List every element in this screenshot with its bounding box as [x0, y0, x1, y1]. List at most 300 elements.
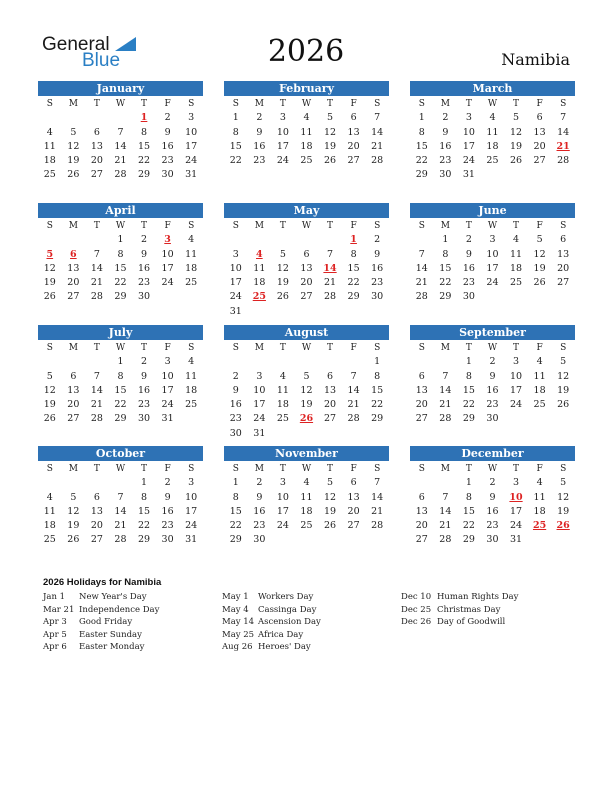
- day-cell: 24: [462, 155, 475, 167]
- empty-day-cell: [248, 355, 272, 369]
- day-cell: 7: [327, 248, 334, 260]
- weekday-label: T: [465, 221, 472, 231]
- day-cell: 24: [185, 520, 198, 532]
- month-header: March: [410, 81, 575, 96]
- day-cell: 27: [533, 155, 546, 167]
- day-cell: 1: [117, 234, 124, 246]
- holiday-row: [222, 629, 321, 642]
- day-cell: 21: [371, 140, 384, 152]
- day-cell: 22: [229, 155, 242, 167]
- holiday-date: Dec 26: [401, 617, 432, 627]
- day-cell: 30: [161, 169, 174, 181]
- day-cell: 17: [276, 140, 289, 152]
- weekday-label: M: [440, 464, 450, 474]
- weekday-label: T: [327, 99, 334, 109]
- day-cell: 29: [114, 291, 127, 303]
- day-cell: 28: [371, 520, 384, 532]
- month-april: [38, 203, 203, 305]
- holiday-day-cell: 14: [323, 262, 337, 274]
- day-cell: 7: [93, 370, 100, 382]
- holiday-row: [401, 604, 518, 617]
- weekday-label: W: [301, 221, 312, 231]
- day-cell: 27: [415, 534, 428, 546]
- day-cell: 5: [327, 112, 334, 124]
- day-cell: 17: [185, 140, 198, 152]
- day-cell: 5: [279, 248, 286, 260]
- month-may: [224, 203, 389, 319]
- day-cell: 19: [323, 505, 337, 517]
- day-cell: 14: [347, 384, 360, 396]
- day-cell: 30: [439, 169, 452, 181]
- day-cell: 1: [141, 477, 148, 489]
- logo-text-general: General: [42, 34, 110, 55]
- day-cell: 21: [90, 399, 103, 411]
- day-cell: 4: [46, 126, 53, 138]
- day-cell: 22: [439, 277, 452, 289]
- day-cell: 21: [114, 155, 127, 167]
- day-cell: 23: [137, 399, 151, 411]
- holiday-date: Jan 1: [43, 592, 66, 602]
- weekday-label: W: [487, 221, 498, 231]
- day-cell: 31: [161, 413, 174, 425]
- day-cell: 6: [560, 234, 567, 246]
- day-cell: 26: [43, 291, 56, 303]
- day-cell: 19: [300, 399, 313, 411]
- day-cell: 9: [256, 491, 263, 503]
- day-cell: 2: [141, 356, 148, 368]
- day-cell: 29: [462, 534, 475, 546]
- month-march: [410, 81, 575, 183]
- weekday-label: F: [164, 464, 171, 474]
- holiday-row: [43, 604, 159, 617]
- day-cell: 8: [117, 248, 124, 260]
- weekday-label: T: [465, 343, 472, 353]
- weekday-label: S: [418, 464, 425, 474]
- holiday-date: Aug 26: [222, 642, 253, 652]
- holiday-row: [43, 629, 159, 642]
- day-cell: 21: [114, 520, 127, 532]
- day-cell: 25: [185, 277, 198, 289]
- empty-day-cell: [38, 111, 62, 125]
- weekday-label: S: [188, 464, 195, 474]
- weekday-label: M: [68, 99, 78, 109]
- day-cell: 2: [489, 477, 496, 489]
- weekday-label: T: [93, 99, 100, 109]
- day-cell: 20: [415, 520, 428, 532]
- day-cell: 18: [253, 277, 266, 289]
- day-cell: 22: [114, 277, 127, 289]
- day-cell: 10: [509, 370, 523, 382]
- day-cell: 15: [415, 140, 428, 152]
- weekday-label: M: [254, 464, 264, 474]
- month-days-grid: [410, 97, 575, 183]
- day-cell: 27: [90, 534, 103, 546]
- day-cell: 21: [415, 277, 428, 289]
- day-cell: 10: [185, 491, 198, 503]
- day-cell: 18: [533, 384, 546, 396]
- day-cell: 30: [229, 427, 242, 439]
- weekday-label: S: [374, 343, 381, 353]
- day-cell: 27: [67, 413, 80, 425]
- day-cell: 13: [347, 126, 360, 138]
- empty-day-cell: [271, 355, 295, 369]
- day-cell: 19: [323, 140, 337, 152]
- day-cell: 29: [347, 291, 360, 303]
- day-cell: 10: [229, 262, 242, 274]
- day-cell: 1: [232, 477, 239, 489]
- day-cell: 30: [486, 413, 499, 425]
- day-cell: 1: [232, 112, 239, 124]
- day-cell: 16: [161, 505, 174, 517]
- day-cell: 26: [323, 155, 337, 167]
- month-header: September: [410, 325, 575, 340]
- day-cell: 21: [439, 399, 452, 411]
- day-cell: 19: [557, 505, 570, 517]
- day-cell: 26: [323, 520, 337, 532]
- day-cell: 17: [161, 384, 174, 396]
- holiday-day-cell: 26: [556, 520, 570, 532]
- day-cell: 25: [486, 155, 499, 167]
- weekday-label: S: [46, 343, 53, 353]
- day-cell: 11: [533, 370, 546, 382]
- month-header: April: [38, 203, 203, 218]
- weekday-label: S: [188, 99, 195, 109]
- day-cell: 9: [164, 126, 171, 138]
- day-cell: 20: [67, 277, 80, 289]
- holiday-name: Day of Goodwill: [437, 617, 506, 627]
- weekday-label: T: [513, 464, 520, 474]
- weekday-label: F: [350, 343, 357, 353]
- day-cell: 4: [303, 477, 310, 489]
- month-june: [410, 203, 575, 305]
- day-cell: 16: [462, 262, 475, 274]
- holiday-date: Dec 25: [401, 604, 432, 615]
- day-cell: 15: [371, 384, 384, 396]
- day-cell: 21: [439, 520, 452, 532]
- day-cell: 15: [439, 262, 452, 274]
- day-cell: 28: [323, 291, 337, 303]
- day-cell: 25: [43, 534, 56, 546]
- day-cell: 11: [533, 491, 546, 503]
- day-cell: 14: [371, 126, 384, 138]
- day-cell: 25: [509, 277, 523, 289]
- day-cell: 14: [90, 262, 103, 274]
- day-cell: 18: [185, 384, 198, 396]
- day-cell: 28: [439, 413, 452, 425]
- day-cell: 7: [117, 491, 124, 503]
- day-cell: 14: [557, 126, 570, 138]
- empty-day-cell: [38, 233, 62, 247]
- holiday-row: [222, 641, 321, 654]
- day-cell: 28: [90, 413, 103, 425]
- day-cell: 5: [70, 491, 77, 503]
- holiday-name: Cassinga Day: [258, 604, 317, 615]
- day-cell: 8: [418, 126, 425, 138]
- day-cell: 20: [557, 262, 570, 274]
- day-cell: 10: [462, 126, 475, 138]
- month-days-grid: [410, 462, 575, 548]
- holiday-date: May 14: [222, 617, 255, 627]
- weekday-label: S: [188, 343, 195, 353]
- holiday-row: [43, 616, 159, 629]
- day-cell: 13: [533, 126, 546, 138]
- weekday-label: T: [279, 464, 286, 474]
- weekday-label: M: [440, 99, 450, 109]
- day-cell: 3: [513, 356, 520, 368]
- empty-day-cell: [295, 233, 319, 247]
- day-cell: 12: [67, 505, 80, 517]
- holiday-name: Good Friday: [79, 617, 133, 627]
- weekday-label: F: [164, 99, 171, 109]
- day-cell: 4: [188, 356, 195, 368]
- holiday-column: [43, 591, 159, 654]
- month-days-grid: [38, 462, 203, 548]
- day-cell: 20: [90, 155, 103, 167]
- empty-day-cell: [434, 355, 458, 369]
- day-cell: 4: [303, 112, 310, 124]
- day-cell: 17: [253, 399, 266, 411]
- day-cell: 26: [67, 169, 80, 181]
- holiday-day-cell: 25: [252, 291, 266, 303]
- day-cell: 11: [276, 384, 289, 396]
- day-cell: 7: [442, 370, 449, 382]
- weekday-label: T: [93, 464, 100, 474]
- day-cell: 2: [374, 234, 381, 246]
- day-cell: 24: [185, 155, 198, 167]
- holiday-row: [43, 641, 159, 654]
- day-cell: 22: [371, 399, 384, 411]
- day-cell: 22: [462, 520, 475, 532]
- empty-day-cell: [224, 355, 248, 369]
- day-cell: 23: [161, 520, 174, 532]
- weekday-label: T: [141, 221, 148, 231]
- weekday-label: F: [164, 221, 171, 231]
- day-cell: 3: [279, 477, 286, 489]
- day-cell: 16: [137, 262, 151, 274]
- weekday-label: W: [115, 221, 126, 231]
- day-cell: 18: [43, 520, 56, 532]
- day-cell: 21: [323, 277, 337, 289]
- day-cell: 25: [43, 169, 56, 181]
- country-name: Namibia: [501, 50, 570, 69]
- day-cell: 20: [67, 399, 80, 411]
- weekday-label: M: [68, 464, 78, 474]
- empty-day-cell: [62, 355, 86, 369]
- empty-day-cell: [410, 476, 434, 490]
- day-cell: 19: [533, 262, 546, 274]
- holiday-day-cell: 26: [299, 413, 314, 425]
- day-cell: 17: [229, 277, 242, 289]
- weekday-label: F: [350, 464, 357, 474]
- weekday-label: S: [418, 221, 425, 231]
- day-cell: 17: [509, 384, 523, 396]
- day-cell: 5: [513, 112, 520, 124]
- month-november: [224, 446, 389, 548]
- holiday-day-cell: 25: [532, 520, 547, 532]
- weekday-label: M: [440, 221, 450, 231]
- day-cell: 2: [256, 112, 263, 124]
- day-cell: 9: [442, 126, 449, 138]
- day-cell: 3: [188, 112, 195, 124]
- day-cell: 15: [114, 262, 127, 274]
- holiday-name: Workers Day: [258, 592, 314, 602]
- day-cell: 24: [509, 399, 523, 411]
- weekday-label: F: [536, 464, 543, 474]
- day-cell: 28: [114, 169, 127, 181]
- day-cell: 18: [185, 262, 198, 274]
- weekday-label: F: [536, 343, 543, 353]
- month-header: July: [38, 325, 203, 340]
- empty-day-cell: [318, 233, 342, 247]
- day-cell: 16: [371, 262, 384, 274]
- day-cell: 24: [276, 520, 289, 532]
- day-cell: 11: [486, 126, 499, 138]
- holiday-date: May 4: [222, 604, 249, 615]
- weekday-label: T: [327, 221, 334, 231]
- day-cell: 21: [371, 505, 384, 517]
- day-cell: 29: [137, 534, 151, 546]
- day-cell: 20: [347, 140, 360, 152]
- holiday-row: [222, 591, 321, 604]
- weekday-label: T: [279, 221, 286, 231]
- day-cell: 8: [141, 491, 148, 503]
- day-cell: 8: [232, 491, 239, 503]
- day-cell: 7: [442, 491, 449, 503]
- weekday-label: W: [487, 343, 498, 353]
- weekday-label: S: [560, 221, 567, 231]
- weekday-label: F: [536, 221, 543, 231]
- day-cell: 19: [557, 384, 570, 396]
- day-cell: 20: [347, 505, 360, 517]
- empty-day-cell: [85, 476, 109, 490]
- day-cell: 18: [486, 140, 499, 152]
- day-cell: 27: [323, 413, 337, 425]
- weekday-label: T: [279, 343, 286, 353]
- holiday-day-cell: 5: [46, 248, 54, 260]
- weekday-label: T: [513, 99, 520, 109]
- day-cell: 13: [67, 384, 80, 396]
- day-cell: 24: [276, 155, 289, 167]
- day-cell: 8: [232, 126, 239, 138]
- day-cell: 7: [93, 248, 100, 260]
- weekday-label: T: [327, 464, 334, 474]
- empty-day-cell: [85, 233, 109, 247]
- day-cell: 15: [347, 262, 360, 274]
- day-cell: 3: [256, 370, 263, 382]
- weekday-label: S: [232, 221, 239, 231]
- holiday-name: Africa Day: [258, 629, 304, 640]
- day-cell: 23: [137, 277, 151, 289]
- weekday-label: T: [279, 99, 286, 109]
- day-cell: 5: [536, 234, 543, 246]
- day-cell: 3: [279, 112, 286, 124]
- day-cell: 25: [300, 155, 313, 167]
- day-cell: 12: [557, 491, 570, 503]
- logo-text-blue: Blue: [82, 50, 121, 71]
- empty-day-cell: [295, 355, 319, 369]
- empty-day-cell: [38, 476, 62, 490]
- calendar-year: 2026: [267, 34, 345, 69]
- day-cell: 12: [509, 126, 523, 138]
- logo-triangle-icon: [115, 37, 136, 51]
- empty-day-cell: [85, 111, 109, 125]
- day-cell: 11: [185, 370, 198, 382]
- day-cell: 13: [90, 140, 103, 152]
- day-cell: 3: [232, 248, 239, 260]
- day-cell: 28: [415, 291, 428, 303]
- holiday-date: Mar 21: [43, 604, 75, 615]
- day-cell: 13: [415, 384, 428, 396]
- weekday-label: S: [374, 221, 381, 231]
- day-cell: 3: [513, 477, 520, 489]
- day-cell: 4: [513, 234, 520, 246]
- day-cell: 24: [486, 277, 499, 289]
- day-cell: 2: [256, 477, 263, 489]
- empty-day-cell: [85, 355, 109, 369]
- day-cell: 17: [462, 140, 475, 152]
- day-cell: 20: [533, 140, 546, 152]
- day-cell: 24: [161, 399, 174, 411]
- empty-day-cell: [248, 233, 272, 247]
- weekday-label: S: [374, 99, 381, 109]
- day-cell: 24: [161, 277, 174, 289]
- day-cell: 26: [509, 155, 523, 167]
- weekday-label: M: [254, 99, 264, 109]
- day-cell: 15: [229, 505, 242, 517]
- weekday-label: S: [560, 343, 567, 353]
- brand-logo: [42, 34, 142, 74]
- weekday-label: W: [301, 464, 312, 474]
- day-cell: 5: [560, 477, 567, 489]
- day-cell: 14: [114, 140, 127, 152]
- holiday-date: May 25: [222, 629, 255, 640]
- day-cell: 26: [67, 534, 80, 546]
- weekday-label: S: [418, 343, 425, 353]
- day-cell: 22: [137, 520, 151, 532]
- weekday-label: S: [374, 464, 381, 474]
- holiday-row: [401, 591, 518, 604]
- day-cell: 11: [300, 491, 313, 503]
- month-header: August: [224, 325, 389, 340]
- empty-day-cell: [38, 355, 62, 369]
- day-cell: 23: [486, 520, 499, 532]
- day-cell: 1: [374, 356, 381, 368]
- day-cell: 29: [415, 169, 428, 181]
- day-cell: 12: [300, 384, 313, 396]
- day-cell: 16: [439, 140, 452, 152]
- month-days-grid: [410, 341, 575, 427]
- weekday-label: M: [254, 221, 264, 231]
- weekday-label: W: [487, 464, 498, 474]
- day-cell: 19: [276, 277, 289, 289]
- day-cell: 8: [465, 491, 472, 503]
- month-days-grid: [38, 219, 203, 305]
- day-cell: 7: [350, 370, 357, 382]
- day-cell: 10: [161, 248, 174, 260]
- day-cell: 11: [185, 248, 198, 260]
- day-cell: 13: [90, 505, 103, 517]
- day-cell: 25: [185, 399, 198, 411]
- day-cell: 9: [256, 126, 263, 138]
- day-cell: 19: [67, 155, 80, 167]
- day-cell: 10: [185, 126, 198, 138]
- day-cell: 30: [462, 291, 475, 303]
- day-cell: 31: [509, 534, 523, 546]
- day-cell: 2: [489, 356, 496, 368]
- day-cell: 1: [465, 477, 472, 489]
- day-cell: 4: [188, 234, 195, 246]
- day-cell: 23: [371, 277, 384, 289]
